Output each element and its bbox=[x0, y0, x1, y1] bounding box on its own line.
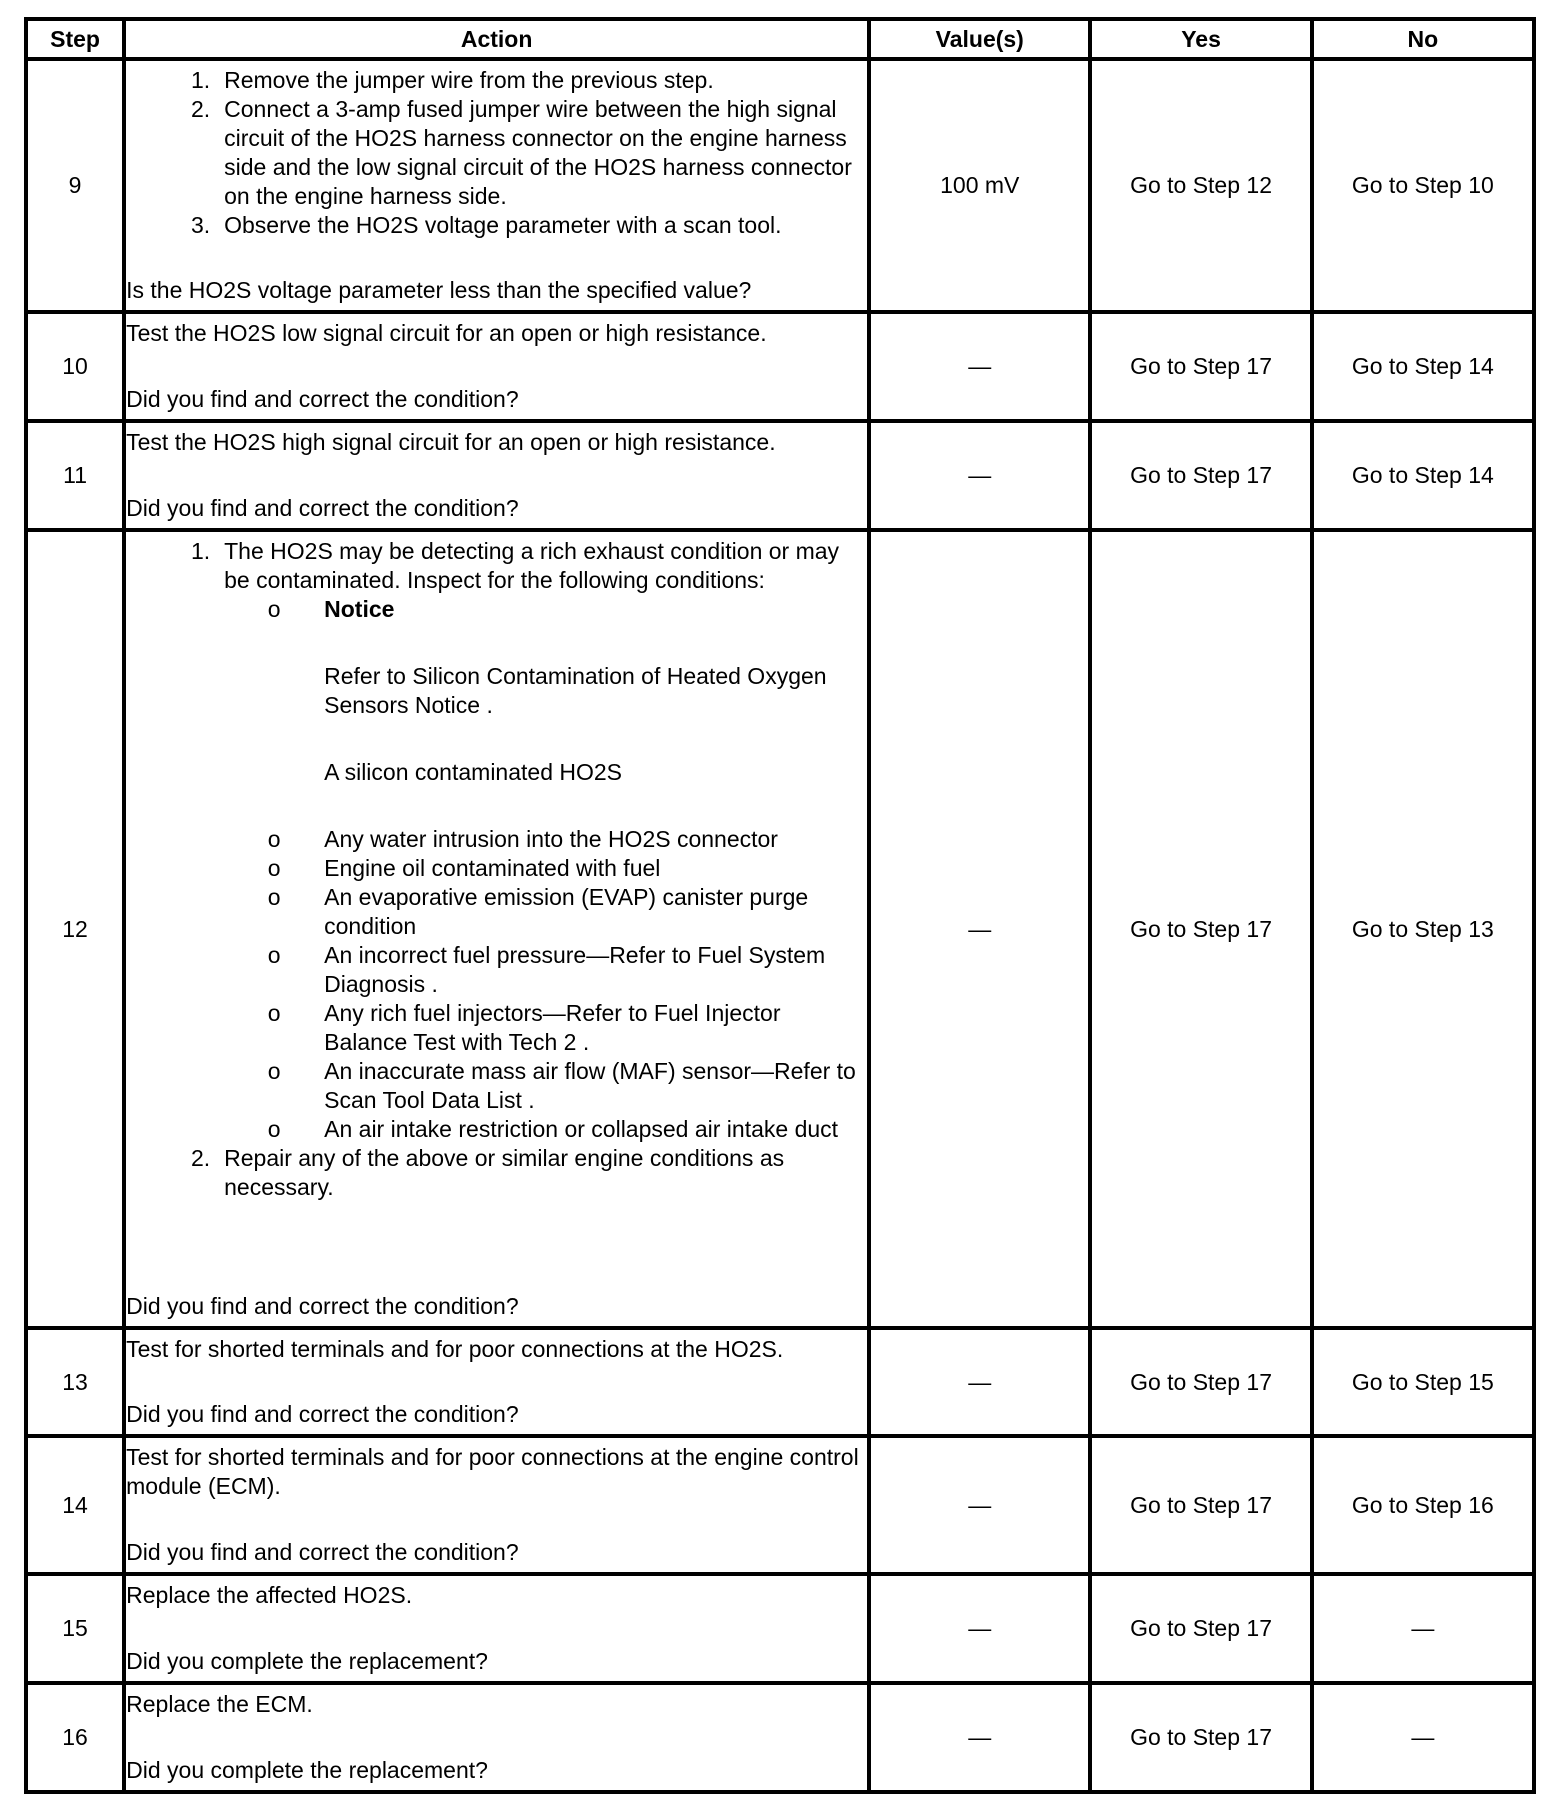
action-cell bbox=[124, 59, 869, 312]
table-row bbox=[26, 530, 1534, 1328]
table-row bbox=[26, 1574, 1534, 1683]
step-number: 9 bbox=[26, 59, 124, 312]
step-number: 11 bbox=[26, 421, 124, 530]
list-item: o An incorrect fuel pressure—Refer to Fuel System Diagnosis . bbox=[267, 942, 826, 997]
list-item: 1. The HO2S may be detecting a rich exhaust condition or may be contaminated. Inspect for the following conditions: o Notice Refer to Silicon Contamination of Heated Oxygen Sensors Notice . A silicon contaminated HO2S o Any water intrusion into the HO2S connector o Engine oil contaminated with fuel o An evaporative emission (EVAP) canister purge condition o An incorrect fuel pressure—Refer to Fuel System Diagnosis . o Any rich fuel injectors—Refer to Fuel Injector Balance Test with Tech 2 . o An inaccurate mass air flow (MAF) sensor—Refer to Scan Tool Data List . o An air intake restriction or collapsed air intake duct bbox=[126, 537, 867, 1144]
value-cell: — bbox=[869, 1436, 1090, 1574]
list-item: 2. Connect a 3-amp fused jumper wire between the high signal circuit of the HO2S harness connector on the engine harness side and the low signal circuit of the HO2S harness connector on the engine harness side. bbox=[190, 96, 852, 209]
value-cell: — bbox=[869, 1683, 1090, 1792]
header-step: Step bbox=[26, 19, 124, 59]
no-cell: Go to Step 15 bbox=[1312, 1328, 1534, 1436]
yes-cell: Go to Step 17 bbox=[1090, 1683, 1311, 1792]
yes-cell: Go to Step 17 bbox=[1090, 312, 1311, 421]
notice-title: Notice bbox=[324, 596, 395, 622]
yes-cell: Go to Step 17 bbox=[1090, 1574, 1311, 1683]
list-item: 1. Remove the jumper wire from the previous step. bbox=[190, 67, 714, 93]
action-text: Test the HO2S high signal circuit for an open or high resistance. bbox=[126, 429, 776, 455]
yes-cell: Go to Step 17 bbox=[1090, 1436, 1311, 1574]
step-number: 13 bbox=[26, 1328, 124, 1436]
step-number: 10 bbox=[26, 312, 124, 421]
action-question: Did you complete the replacement? bbox=[126, 1648, 488, 1674]
action-cell bbox=[124, 1328, 869, 1436]
list-item: o An evaporative emission (EVAP) canister purge condition bbox=[267, 884, 809, 939]
action-question: Did you find and correct the condition? bbox=[126, 386, 519, 412]
table-row bbox=[26, 421, 1534, 530]
step-number: 14 bbox=[26, 1436, 124, 1574]
action-cell bbox=[124, 1683, 869, 1792]
list-item: 3. Observe the HO2S voltage parameter with a scan tool. bbox=[190, 212, 782, 238]
header-no: No bbox=[1312, 19, 1534, 59]
action-cell bbox=[124, 530, 869, 1328]
no-cell: Go to Step 14 bbox=[1312, 421, 1534, 530]
table-row bbox=[26, 1683, 1534, 1792]
table-row bbox=[26, 59, 1534, 312]
action-cell bbox=[124, 1574, 869, 1683]
list-item: o Any rich fuel injectors—Refer to Fuel Injector Balance Test with Tech 2 . bbox=[267, 1000, 781, 1055]
action-question: Did you find and correct the condition? bbox=[126, 1539, 519, 1565]
no-cell: Go to Step 14 bbox=[1312, 312, 1534, 421]
value-cell: — bbox=[869, 1328, 1090, 1436]
header-values: Value(s) bbox=[869, 19, 1090, 59]
value-cell: — bbox=[869, 421, 1090, 530]
yes-cell: Go to Step 17 bbox=[1090, 530, 1311, 1328]
no-cell: Go to Step 10 bbox=[1312, 59, 1534, 312]
table-row bbox=[26, 1328, 1534, 1436]
list-item: o An air intake restriction or collapsed air intake duct bbox=[267, 1116, 839, 1142]
step-number: 16 bbox=[26, 1683, 124, 1792]
notice-text: Refer to Silicon Contamination of Heated Oxygen Sensors Notice . bbox=[324, 663, 827, 718]
inspect-intro: The HO2S may be detecting a rich exhaust condition or may be contaminated. Inspect for the following conditions: bbox=[224, 538, 840, 593]
condition-list bbox=[224, 595, 867, 1144]
notice-item: o Notice Refer to Silicon Contamination of Heated Oxygen Sensors Notice . A silicon contaminated HO2S bbox=[224, 595, 867, 825]
header-action: Action bbox=[124, 19, 869, 59]
action-steps bbox=[126, 66, 867, 240]
value-cell: — bbox=[869, 312, 1090, 421]
no-cell: Go to Step 13 bbox=[1312, 530, 1534, 1328]
no-cell: — bbox=[1312, 1683, 1534, 1792]
notice-text-2: A silicon contaminated HO2S bbox=[324, 759, 623, 785]
list-item: 2. Repair any of the above or similar engine conditions as necessary. bbox=[190, 1145, 785, 1200]
header-row bbox=[26, 19, 1534, 59]
list-item: o An inaccurate mass air flow (MAF) sensor—Refer to Scan Tool Data List . bbox=[267, 1058, 856, 1113]
action-steps bbox=[126, 537, 867, 1202]
no-cell: Go to Step 16 bbox=[1312, 1436, 1534, 1574]
action-cell bbox=[124, 312, 869, 421]
no-cell: — bbox=[1312, 1574, 1534, 1683]
action-question: Did you find and correct the condition? bbox=[126, 495, 519, 521]
action-text: Replace the ECM. bbox=[126, 1691, 313, 1717]
list-item: o Any water intrusion into the HO2S connector bbox=[267, 826, 778, 852]
action-question: Did you find and correct the condition? bbox=[126, 1401, 519, 1427]
table-row bbox=[26, 1436, 1534, 1574]
value-cell: 100 mV bbox=[869, 59, 1090, 312]
action-text: Test for shorted terminals and for poor connections at the engine control module (ECM). bbox=[126, 1444, 859, 1499]
action-question: Did you complete the replacement? bbox=[126, 1757, 488, 1783]
header-yes: Yes bbox=[1090, 19, 1311, 59]
action-cell bbox=[124, 1436, 869, 1574]
action-cell bbox=[124, 421, 869, 530]
list-item: o Engine oil contaminated with fuel bbox=[267, 855, 661, 881]
action-text: Test for shorted terminals and for poor connections at the HO2S. bbox=[126, 1336, 784, 1362]
value-cell: — bbox=[869, 530, 1090, 1328]
action-text: Test the HO2S low signal circuit for an open or high resistance. bbox=[126, 320, 767, 346]
yes-cell: Go to Step 17 bbox=[1090, 1328, 1311, 1436]
table-row bbox=[26, 312, 1534, 421]
yes-cell: Go to Step 12 bbox=[1090, 59, 1311, 312]
step-number: 15 bbox=[26, 1574, 124, 1683]
diagnostic-table bbox=[24, 17, 1536, 1794]
step-number: 12 bbox=[26, 530, 124, 1328]
value-cell: — bbox=[869, 1574, 1090, 1683]
action-question: Did you find and correct the condition? bbox=[126, 1293, 519, 1319]
yes-cell: Go to Step 17 bbox=[1090, 421, 1311, 530]
action-question: Is the HO2S voltage parameter less than the specified value? bbox=[126, 277, 752, 303]
action-text: Replace the affected HO2S. bbox=[126, 1582, 413, 1608]
